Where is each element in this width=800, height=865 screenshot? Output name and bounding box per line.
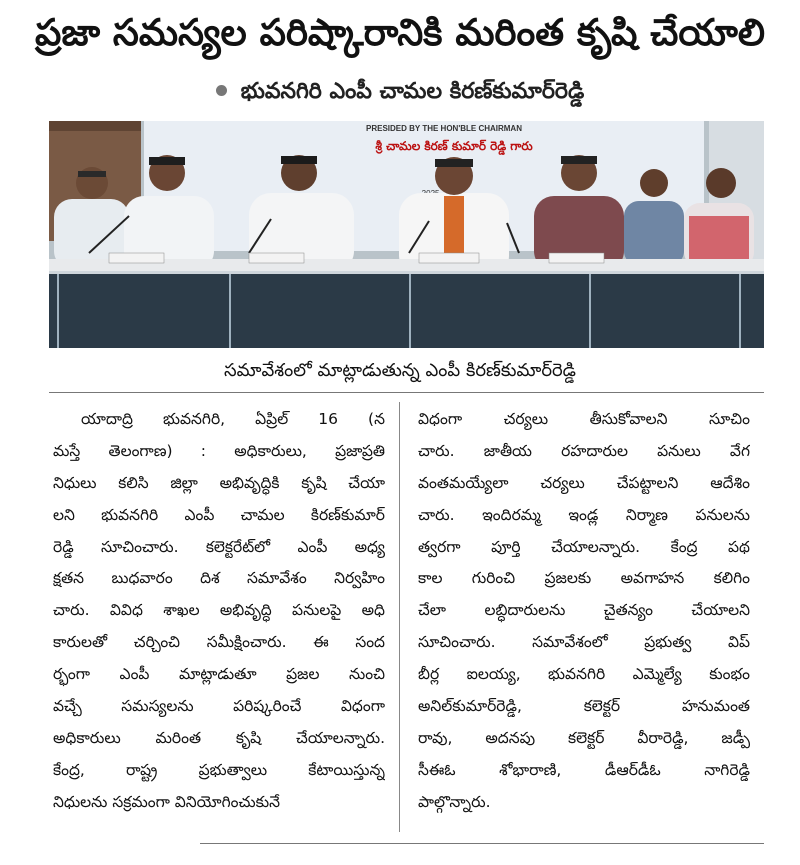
text-line: వంతమయ్యేలా చర్యలు చేపట్టాలని ఆదేశిం: [418, 473, 750, 492]
subheadline-text: భువనగిరి ఎంపీ చామల కిరణ్‌కుమార్‌రెడ్డి: [240, 79, 585, 104]
meeting-photo-illustration: [49, 121, 764, 348]
text-line: కాల గురించి ప్రజలకు అవగాహన కలిగిం: [418, 569, 750, 588]
text-line: రావు, అదనపు కలెక్టర్ వీరారెడ్డి, జడ్పీ: [418, 728, 750, 747]
text-line: అధికారులు మరింత కృషి చేయాలన్నారు.: [53, 728, 385, 747]
news-photo: [49, 121, 764, 348]
text-line: కేంద్ర, రాష్ట్ర ప్రభుత్వాలు కేటాయిస్తున్న: [53, 760, 385, 779]
text-line: సూచించారు. సమావేశంలో ప్రభుత్వ విప్: [418, 633, 750, 652]
text-line: లని భువనగిరి ఎంపీ చామల కిరణ్‌కుమార్: [53, 505, 385, 524]
text-line: పాల్గొన్నారు.: [418, 792, 491, 811]
bottom-rule: [200, 843, 764, 844]
text-line: నిధులు కలిసి జిల్లా అభివృద్ధికి కృషి చేయా: [53, 473, 385, 492]
text-line: వచ్చే సమస్యలను పరిష్కరించే విధంగా: [53, 697, 385, 716]
article-column-right: [418, 404, 750, 819]
text-line: చారు. జాతీయ రహదారుల పనులు వేగ: [418, 441, 750, 460]
text-line: సీఈఓ శోభారాణి, డీఆర్‌డీఓ నాగిరెడ్డి: [418, 760, 750, 779]
text-line: నిధులను సక్రమంగా వినియోగించుకునే: [53, 792, 280, 811]
top-rule: [49, 392, 764, 393]
text-line: విధంగా చర్యలు తీసుకోవాలని సూచిం: [418, 410, 750, 428]
text-line: మస్తే తెలంగాణ) : అధికారులు, ప్రజాప్రతి: [53, 441, 385, 460]
photo-caption: సమావేశంలో మాట్లాడుతున్న ఎంపీ కిరణ్‌కుమార్‌రెడ్డి: [224, 360, 576, 381]
text-line: త్వరగా పూర్తి చేయాలన్నారు. కేంద్ర పథ: [418, 537, 750, 556]
text-line: చారు. వివిధ శాఖల అభివృద్ధి పనులపై అధి: [53, 601, 385, 620]
text-line: చేలా లబ్ధిదారులను చైతన్యం చేయాలని: [418, 601, 750, 620]
photo-banner-line2: శ్రీ చామల కిరణ్ కుమార్ రెడ్డి గారు: [375, 139, 533, 153]
text-line: రెడ్డి సూచించారు. కలెక్టరేట్‌లో ఎంపీ అధ్య: [53, 537, 385, 556]
photo-banner-line1: PRESIDED BY THE HON'BLE CHAIRMAN: [366, 124, 522, 133]
article-column-left: [53, 404, 385, 819]
text-line: ర్భంగా ఎంపీ మాట్లాడుతూ ప్రజల నుంచి: [53, 665, 385, 684]
subheadline: [0, 74, 800, 110]
text-line: కారులతో చర్చించి సమీక్షించారు. ఈ సంద: [53, 633, 385, 652]
text-line: బీర్ల ఐలయ్య, భువనగిరి ఎమ్మెల్యే కుంభం: [418, 665, 750, 684]
headline: ప్రజా సమస్యల పరిష్కారానికి మరింత కృషి చేయాలి: [35, 11, 765, 54]
text-line: యాదాద్రి భువనగిరి, ఏప్రిల్ 16 (న: [81, 410, 385, 428]
text-line: చారు. ఇందిరమ్మ ఇండ్ల నిర్మాణ పనులను: [418, 505, 750, 524]
column-divider: [399, 402, 400, 832]
text-line: క్షతన బుధవారం దిశ సమావేశం నిర్వహిం: [53, 569, 385, 588]
text-line: అనిల్‌కుమార్‌రెడ్డి, కలెక్టర్ హనుమంత: [418, 697, 750, 716]
bullet-icon: [216, 85, 227, 96]
